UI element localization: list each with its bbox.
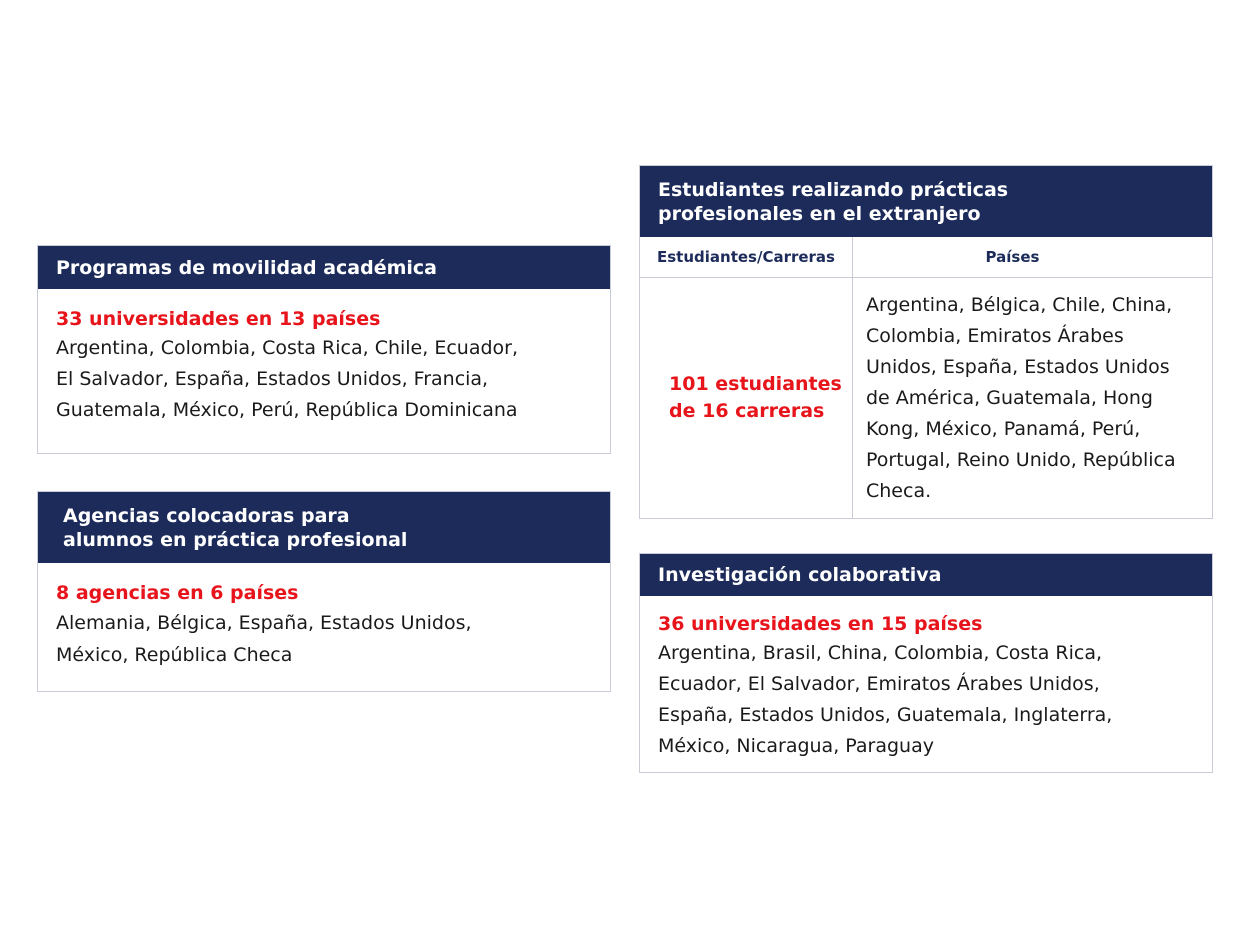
estudiantes-value: 101 estudiantes de 16 carreras [669,373,842,422]
movilidad-card [37,245,611,454]
practicas-card [639,165,1213,519]
agencias-card [37,491,611,692]
movilidad-title: Programas de movilidad académica [56,256,437,279]
practicas-header [640,166,1212,237]
investigacion-title: Investigación colaborativa [658,564,942,586]
investigacion-highlight: 36 universidades en 15 países [658,613,983,635]
movilidad-header [38,246,610,289]
investigacion-body [640,596,1212,762]
col-header-paises: Países [985,248,1040,266]
agencias-body [38,563,610,671]
agencias-title: Agencias colocadoras para alumnos en práctica profesional [63,504,408,551]
agencias-highlight: 8 agencias en 6 países [56,582,299,604]
agencias-header [38,492,610,563]
practicas-title: Estudiantes realizando prácticas profesionales en el extranjero [658,178,1009,225]
table-row [640,278,1212,518]
movilidad-countries: Argentina, Colombia, Costa Rica, Chile, Ecuador, El Salvador, España, Estados Unidos, Francia, Guatemala, México, Perú, República Dominicana [56,337,519,421]
investigacion-card [639,553,1213,773]
movilidad-body [38,289,610,426]
practicas-table-header [640,237,1212,278]
practicas-table [640,237,1212,518]
col-header-estudiantes: Estudiantes/Carreras [640,237,853,277]
movilidad-highlight: 33 universidades en 13 países [56,308,381,330]
paises-cell [853,278,1212,518]
estudiantes-cell [640,278,853,518]
investigacion-countries: Argentina, Brasil, China, Colombia, Costa Rica, Ecuador, El Salvador, Emiratos Árabes Unidos, España, Estados Unidos, Guatemala, Inglaterra, México, Nicaragua, Paraguay [658,642,1113,757]
agencias-countries: Alemania, Bélgica, España, Estados Unidos, México, República Checa [56,612,472,666]
paises-value: Argentina, Bélgica, Chile, China, Colombia, Emiratos Árabes Unidos, España, Estados Unidos de América, Guatemala, Hong Kong, México, Panamá, Perú, Portugal, Reino Unido, República Checa. [866,294,1176,502]
investigacion-header [640,554,1212,596]
